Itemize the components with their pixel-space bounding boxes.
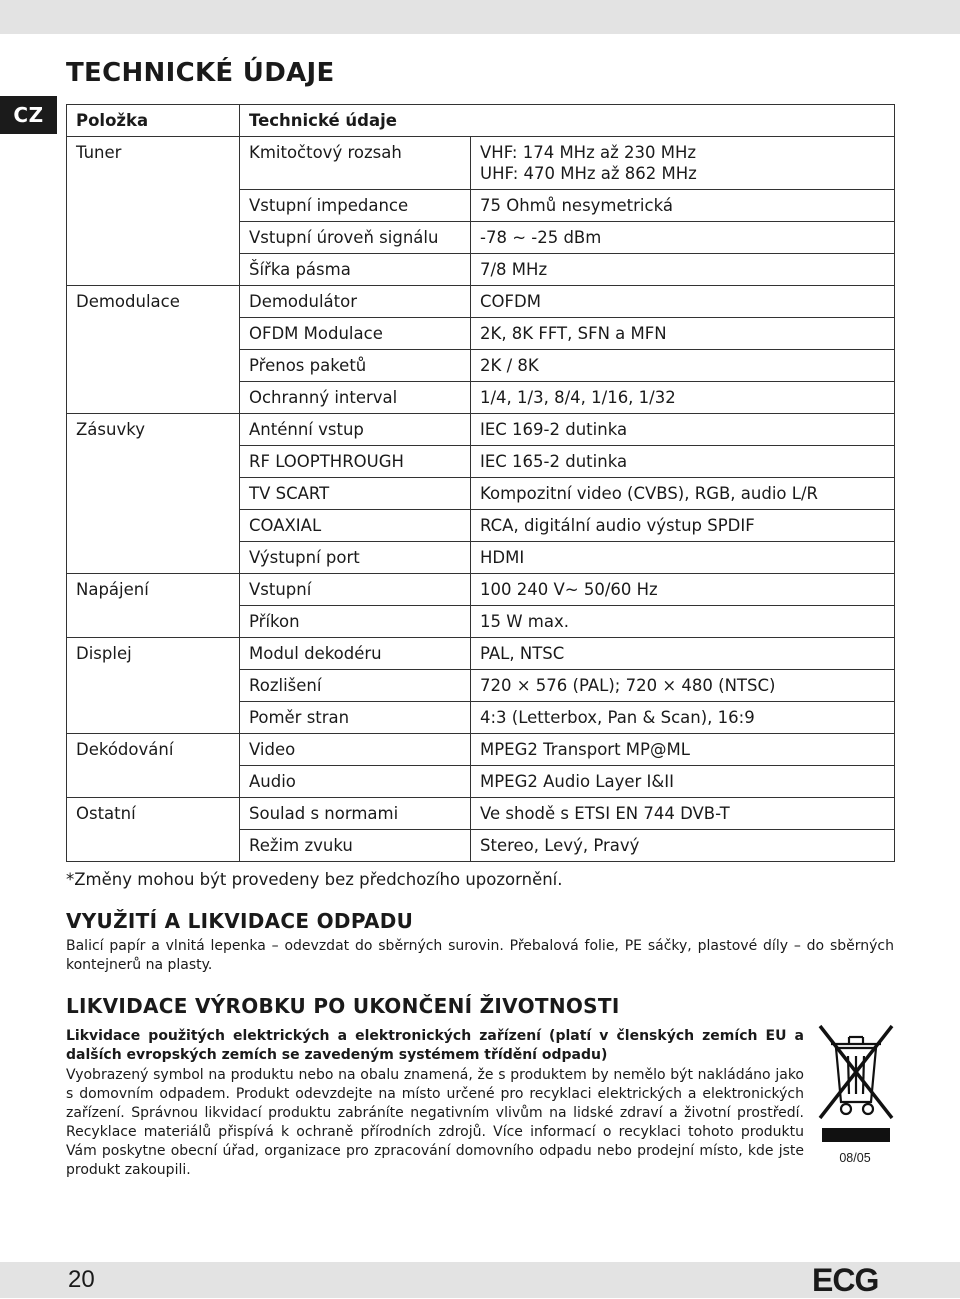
value-cell xyxy=(471,382,895,414)
value-line: 1/4, 1/3, 8/4, 1/16, 1/32 xyxy=(480,388,676,407)
page-number: 20 xyxy=(68,1266,95,1293)
param-cell: Vstupní úroveň signálu xyxy=(240,222,471,254)
value-line: 2K, 8K FFT, SFN a MFN xyxy=(480,324,667,343)
param-cell: Ochranný interval xyxy=(240,382,471,414)
value-line: PAL, NTSC xyxy=(480,644,565,663)
table-row xyxy=(67,446,895,478)
value-cell xyxy=(471,670,895,702)
param-cell: Demodulátor xyxy=(240,286,471,318)
table-row xyxy=(67,830,895,862)
disposal-bold-text: Likvidace použitých elektrických a elektronických zařízení (platí v členských zemích EU a dalších evropských zemích se zavedeným systémem třídění odpadu) xyxy=(66,1028,804,1063)
value-line: 75 Ohmů nesymetrická xyxy=(480,196,673,215)
group-cell xyxy=(67,766,240,798)
language-tab: CZ xyxy=(0,96,57,134)
group-cell xyxy=(67,222,240,254)
group-cell xyxy=(67,702,240,734)
table-row xyxy=(67,766,895,798)
value-line: 2K / 8K xyxy=(480,356,539,375)
table-row xyxy=(67,382,895,414)
table-row xyxy=(67,638,895,670)
value-line: Ve shodě s ETSI EN 744 DVB-T xyxy=(480,804,730,823)
table-row xyxy=(67,542,895,574)
param-cell: Přenos paketů xyxy=(240,350,471,382)
spec-body xyxy=(67,137,895,862)
table-row xyxy=(67,606,895,638)
disposal-heading: LIKVIDACE VÝROBKU PO UKONČENÍ ŽIVOTNOSTI xyxy=(66,994,620,1018)
value-cell xyxy=(471,702,895,734)
group-cell xyxy=(67,318,240,350)
table-row xyxy=(67,798,895,830)
param-cell: Modul dekodéru xyxy=(240,638,471,670)
group-cell xyxy=(67,830,240,862)
value-line: -78 ~ -25 dBm xyxy=(480,228,602,247)
param-cell: Šířka pásma xyxy=(240,254,471,286)
table-row xyxy=(67,137,895,190)
table-row xyxy=(67,478,895,510)
table-row xyxy=(67,574,895,606)
value-line: RCA, digitální audio výstup SPDIF xyxy=(480,516,755,535)
value-cell xyxy=(471,446,895,478)
value-line: 15 W max. xyxy=(480,612,569,631)
value-cell xyxy=(471,830,895,862)
group-cell: Displej xyxy=(67,638,240,670)
group-cell: Dekódování xyxy=(67,734,240,766)
value-line: Kompozitní video (CVBS), RGB, audio L/R xyxy=(480,484,818,503)
value-cell xyxy=(471,734,895,766)
table-row xyxy=(67,670,895,702)
param-cell: Anténní vstup xyxy=(240,414,471,446)
value-cell xyxy=(471,766,895,798)
table-row xyxy=(67,286,895,318)
value-cell xyxy=(471,137,895,190)
value-cell xyxy=(471,286,895,318)
group-cell: Zásuvky xyxy=(67,414,240,446)
param-cell: Video xyxy=(240,734,471,766)
value-line: 7/8 MHz xyxy=(480,260,548,279)
change-note: *Změny mohou být provedeny bez předchozího upozornění. xyxy=(66,870,563,889)
param-cell: Příkon xyxy=(240,606,471,638)
table-row xyxy=(67,510,895,542)
brand-logo: ECG xyxy=(812,1262,879,1298)
value-cell xyxy=(471,350,895,382)
value-cell xyxy=(471,318,895,350)
top-band xyxy=(0,0,960,34)
value-cell xyxy=(471,542,895,574)
param-cell: Poměr stran xyxy=(240,702,471,734)
group-cell xyxy=(67,478,240,510)
group-cell: Napájení xyxy=(67,574,240,606)
param-cell: Kmitočtový rozsah xyxy=(240,137,471,190)
value-cell xyxy=(471,606,895,638)
spec-table xyxy=(66,104,895,862)
value-line: MPEG2 Transport MP@ML xyxy=(480,740,690,759)
value-line: 720 × 576 (PAL); 720 × 480 (NTSC) xyxy=(480,676,776,695)
param-cell: Režim zvuku xyxy=(240,830,471,862)
value-cell xyxy=(471,638,895,670)
param-cell: Vstupní xyxy=(240,574,471,606)
value-line: Stereo, Levý, Pravý xyxy=(480,836,640,855)
param-cell: COAXIAL xyxy=(240,510,471,542)
group-cell xyxy=(67,542,240,574)
group-cell xyxy=(67,350,240,382)
value-line: IEC 165-2 dutinka xyxy=(480,452,628,471)
param-cell: TV SCART xyxy=(240,478,471,510)
param-cell: Audio xyxy=(240,766,471,798)
table-row xyxy=(67,734,895,766)
disposal-text: Vyobrazený symbol na produktu nebo na obalu znamená, že s produktem by nemělo být nakládáno jako s domovním odpadem. Produkt odevzdejte na místo určené pro recyklaci elektrických a elektronických zařízení. Správnou likvidací produktu zabráníte negativním vlivům na lidské zdraví a životní prostředí. Recyklace materiálů přispívá k ochraně přírodních zdrojů. Více informací o recyklaci tohoto produktu Vám poskytne obecní úřad, organizace pro zpracování domovního odpadu nebo prodejní místo, kde jste produkt zakoupili. xyxy=(66,1067,804,1178)
group-cell xyxy=(67,510,240,542)
param-cell: Výstupní port xyxy=(240,542,471,574)
value-line: UHF: 470 MHz až 862 MHz xyxy=(480,164,697,183)
crossed-bin-icon xyxy=(818,1024,894,1148)
group-cell xyxy=(67,254,240,286)
value-line: COFDM xyxy=(480,292,541,311)
value-cell xyxy=(471,254,895,286)
value-cell xyxy=(471,510,895,542)
value-cell xyxy=(471,574,895,606)
value-cell xyxy=(471,190,895,222)
group-cell: Demodulace xyxy=(67,286,240,318)
value-cell xyxy=(471,478,895,510)
value-cell xyxy=(471,798,895,830)
param-cell: OFDM Modulace xyxy=(240,318,471,350)
group-cell: Ostatní xyxy=(67,798,240,830)
value-cell xyxy=(471,414,895,446)
value-line: IEC 169-2 dutinka xyxy=(480,420,628,439)
value-line: 100 240 V~ 50/60 Hz xyxy=(480,580,658,599)
header-item: Položka xyxy=(67,105,240,137)
group-cell: Tuner xyxy=(67,137,240,190)
group-cell xyxy=(67,190,240,222)
param-cell: Soulad s normami xyxy=(240,798,471,830)
waste-text: Balicí papír a vlnitá lepenka – odevzdat do sběrných surovin. Přebalová folie, PE sáčky, plastové díly – do sběrných kontejnerů na plasty. xyxy=(66,938,894,973)
table-header-row xyxy=(67,105,895,137)
value-line: VHF: 174 MHz až 230 MHz xyxy=(480,143,697,162)
weee-date-code: 08/05 xyxy=(839,1151,871,1165)
param-cell: Rozlišení xyxy=(240,670,471,702)
waste-heading: VYUŽITÍ A LIKVIDACE ODPADU xyxy=(66,909,414,933)
value-line: HDMI xyxy=(480,548,525,567)
header-spec: Technické údaje xyxy=(240,105,895,137)
value-line: MPEG2 Audio Layer I&II xyxy=(480,772,674,791)
group-cell xyxy=(67,446,240,478)
table-row xyxy=(67,254,895,286)
table-row xyxy=(67,222,895,254)
param-cell: RF LOOPTHROUGH xyxy=(240,446,471,478)
group-cell xyxy=(67,606,240,638)
value-cell xyxy=(471,222,895,254)
page-title: TECHNICKÉ ÚDAJE xyxy=(66,58,335,88)
param-cell: Vstupní impedance xyxy=(240,190,471,222)
table-row xyxy=(67,414,895,446)
table-row xyxy=(67,702,895,734)
group-cell xyxy=(67,382,240,414)
table-row xyxy=(67,350,895,382)
table-row xyxy=(67,190,895,222)
value-line: 4:3 (Letterbox, Pan & Scan), 16:9 xyxy=(480,708,755,727)
group-cell xyxy=(67,670,240,702)
table-row xyxy=(67,318,895,350)
